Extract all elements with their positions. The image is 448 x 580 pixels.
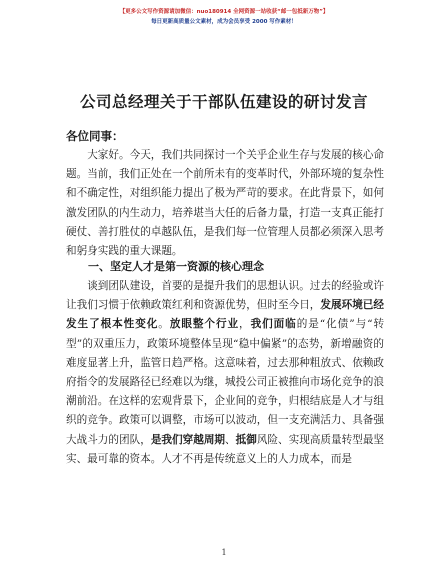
section-heading-1: 一、坚定人才是第一资源的核心理念	[88, 260, 264, 273]
promo-banner-line2: 每日更新高质量公文素材，成为会员享受 2000 写作素材！	[151, 19, 297, 25]
promo-banner-line1: 【更多公文写作资源请加微信：nuo180914 全网资源一站收获“邮一包抵新万物”】	[119, 9, 329, 15]
para-text: 、	[225, 433, 236, 446]
emphasis-text: 是我们穿越周期	[150, 433, 226, 446]
paragraph-intro: 大家好。今天，我们共同探讨一个关乎企业生存与发展的核心命题。当前，我们正处在一个前所未有的变革时代，外部环境的复杂性和不确定性，对组织能力提出了极为严苛的要求。在此背景下，如何激发团队的内生动力，培养堪当大任的后备力量，打造一支真正能打硬仗、善打胜仗的卓越队伍，是我们每一位管理人员都必须深入思考和躬身实践的重大课题。	[66, 149, 384, 258]
emphasis-text: 放眼整个行业	[169, 318, 240, 331]
page-number: 1	[221, 548, 227, 557]
paragraph-section-1	[66, 277, 384, 469]
para-text: 。	[158, 318, 170, 331]
para-text: 的是“化债”与“转型”的双重压力，政策环境整体呈现“稳中偏紧”的态势，新增融资的难度显著上升，监管日趋严格。这意味着，过去那种粗放式、依赖政府指令的发展路径已经难以为继，城投公司正被推向市场化竞争的浪潮前沿。在这样的宏观背景下，企业间的竞争，归根结底是人才与组织的竞争。政策可以调整，市场可以波动，但一支充满活力、具备强大战斗力的团队，	[66, 318, 385, 446]
emphasis-text: 我们面临	[250, 318, 297, 331]
salutation: 各位同事：	[66, 129, 124, 143]
emphasis-text: 抵御	[235, 433, 257, 446]
document-title: 公司总经理关于干部队伍建设的研讨发言	[79, 93, 368, 111]
para-text: ，	[239, 318, 251, 331]
para-text: 谈到团队建设，首要的是提升我们的思想认识。过去的经验或许让我们习惯于依赖政策红利和资源优势，但时至今日，	[66, 280, 384, 312]
emphasis-text: 发展环境已经发生了根本性变化	[66, 299, 385, 331]
para-text: 风险、实现高质量转型最坚实、最可靠的资本。人才不再是传统意义上的人力成本，而是	[66, 433, 385, 465]
